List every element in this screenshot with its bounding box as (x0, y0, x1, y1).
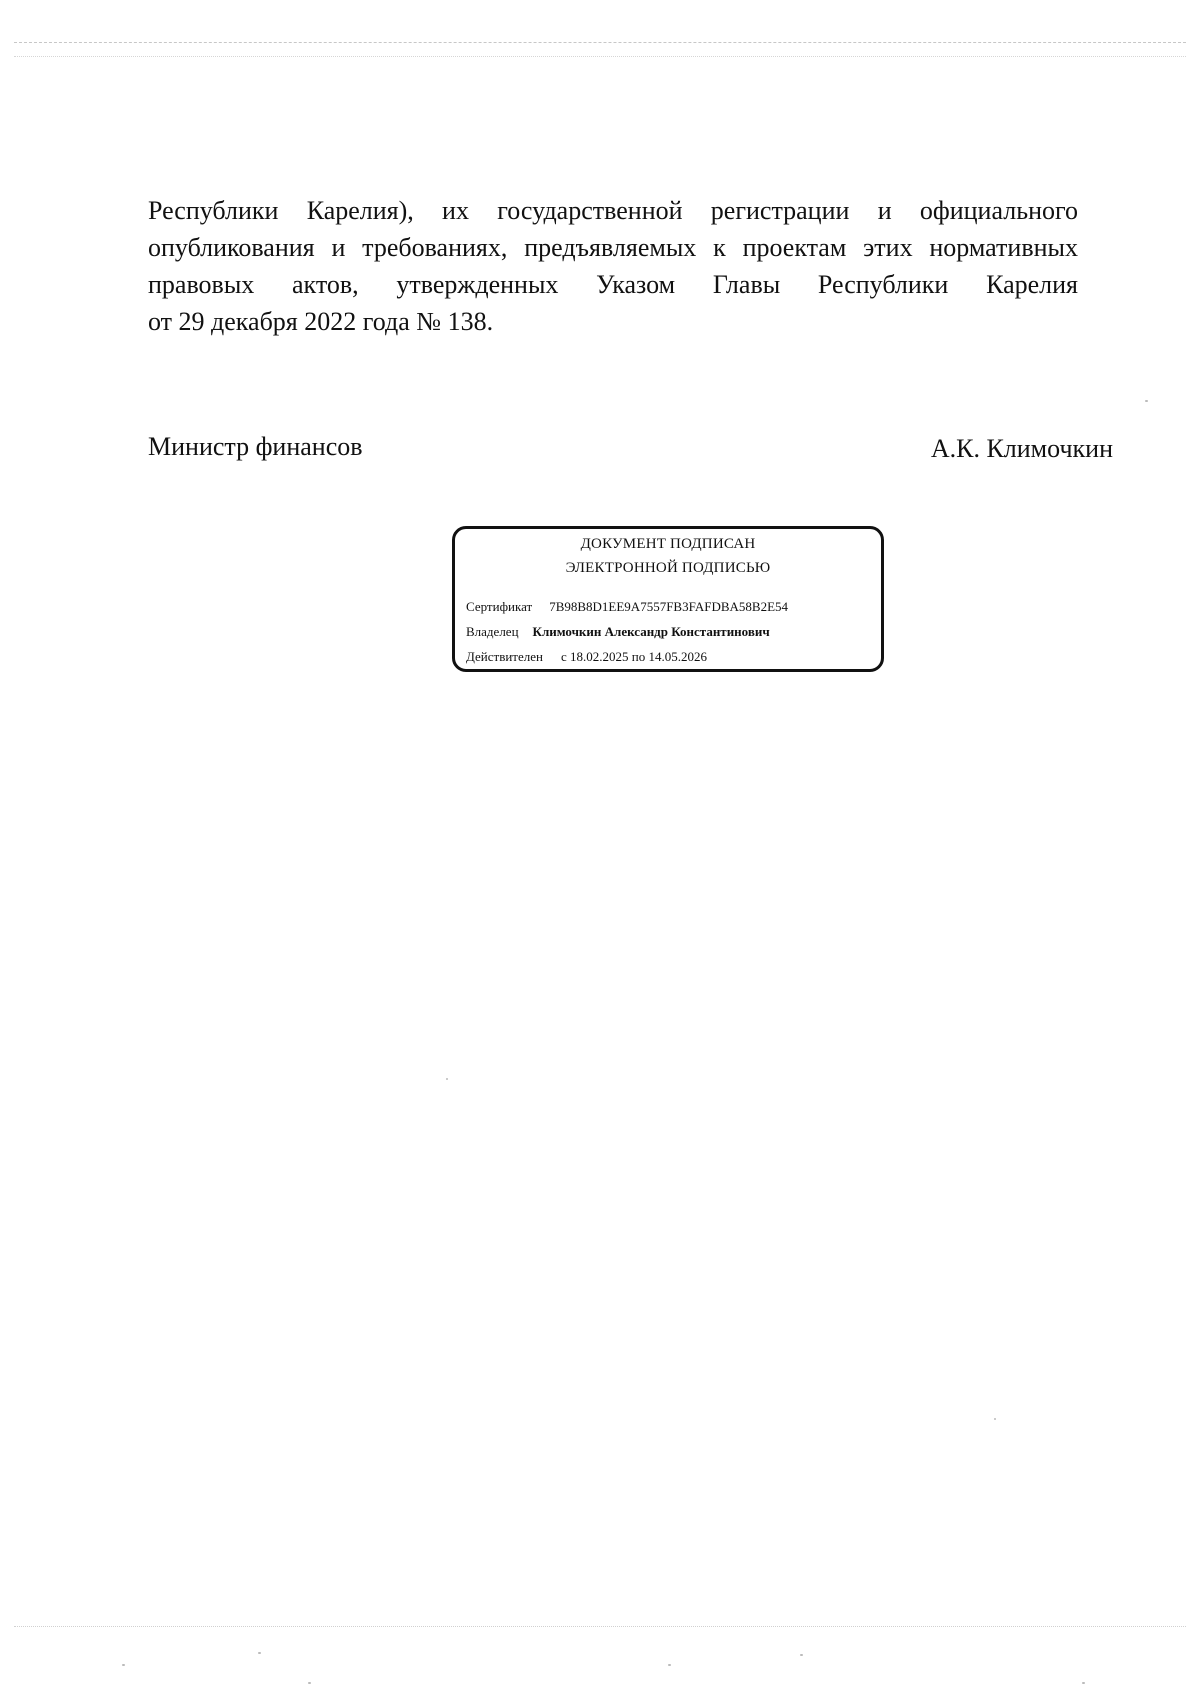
stamp-certificate-row (466, 599, 788, 615)
body-line: Республики Карелия), их государственной регистрации и официального (148, 196, 1078, 225)
scan-speck (668, 1664, 671, 1666)
stamp-owner-row (466, 624, 770, 640)
stamp-title: ДОКУМЕНТ ПОДПИСАН (580, 536, 756, 552)
scan-speck (994, 1418, 996, 1420)
scan-speck (800, 1654, 803, 1656)
stamp-validity-value: с 18.02.2025 по 14.05.2026 (560, 649, 707, 664)
stamp-validity-row (466, 649, 707, 665)
scan-artifact-line (14, 1626, 1186, 1627)
body-paragraph (148, 192, 1078, 340)
scan-speck (1145, 400, 1148, 402)
stamp-certificate-label: Сертификат (466, 599, 533, 614)
electronic-signature-stamp (452, 526, 884, 672)
stamp-owner-label: Владелец (466, 624, 519, 639)
signatory-name: А.К. Климочкин (930, 434, 1113, 463)
stamp-owner-value: Климочкин Александр Константинович (532, 624, 770, 639)
scan-speck (1082, 1682, 1085, 1684)
signatory-position: Министр финансов (148, 432, 363, 461)
scan-speck (122, 1664, 125, 1666)
scan-speck (446, 1078, 448, 1080)
body-line: правовых актов, утвержденных Указом Главы Республики Карелия (148, 270, 1078, 299)
stamp-subtitle: ЭЛЕКТРОННОЙ ПОДПИСЬЮ (565, 560, 771, 576)
scan-speck (258, 1652, 261, 1654)
scan-speck (308, 1682, 311, 1684)
body-line: от 29 декабря 2022 года № 138. (148, 307, 494, 336)
scan-artifact-line (14, 42, 1186, 43)
stamp-certificate-value: 7B98B8D1EE9A7557FB3FAFDBA58B2E54 (549, 599, 789, 614)
body-line: опубликования и требованиях, предъявляемых к проектам этих нормативных (148, 233, 1078, 262)
scan-artifact-line (14, 56, 1186, 57)
stamp-validity-label: Действителен (466, 649, 543, 664)
